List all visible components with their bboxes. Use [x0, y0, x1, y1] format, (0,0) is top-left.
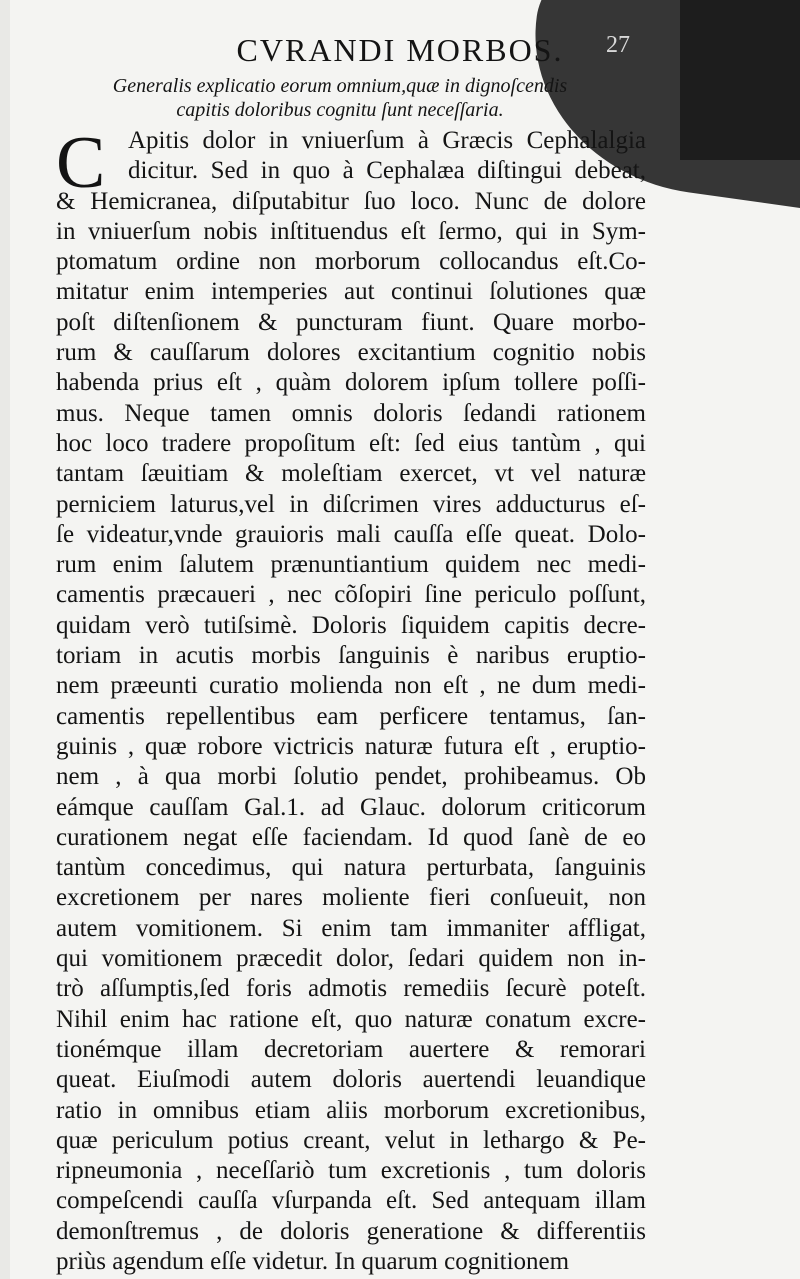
text-line: quidam verò tutiſsimè. Doloris ſiquidem capitis decre-: [56, 611, 646, 639]
drop-cap: C: [56, 122, 106, 204]
text-line: camentis repellentibus eam perficere tentamus, ſan-: [56, 702, 646, 730]
text-line: priùs agendum eſſe videtur. In quarum cognitionem: [56, 1247, 570, 1275]
page-gutter: [0, 0, 10, 1279]
text-line: eámque cauſſam Gal.1. ad Glauc. dolorum criticorum: [56, 793, 646, 821]
text-line: poſt diſtenſionem & puncturam fiunt. Quare morbo-: [56, 308, 646, 336]
text-line: toriam in acutis morbis ſanguinis è naribus eruptio-: [56, 642, 646, 670]
text-line: curationem negat eſſe faciendam. Id quod ſanè de eo: [56, 823, 646, 851]
text-line: queat. Eiuſmodi autem doloris auertendi leuandique: [56, 1066, 646, 1094]
text-line: in vniuerſum nobis inſtituendus eſt ſermo, qui in Sym-: [56, 217, 646, 245]
text-line: rum & cauſſarum dolores excitantium cognitio nobis: [56, 339, 646, 367]
text-line: qui vomitionem præcedit dolor, ſedari quidem non in-: [56, 945, 646, 973]
text-line: autem vomitionem. Si enim tam immaniter affligat,: [56, 914, 646, 942]
heading-line: capitis doloribus cognitu ſunt neceſſaria.: [176, 99, 504, 121]
text-line: tionémque illam decretoriam auertere & remorari: [56, 1035, 646, 1063]
text-line: ratio in omnibus etiam aliis morborum excretionibus,: [56, 1096, 646, 1124]
text-line: rum enim ſalutem prænuntiantium quidem nec medi-: [56, 551, 646, 579]
text-line: mus. Neque tamen omnis doloris ſedandi rationem: [56, 399, 646, 427]
ink-stain-corner: [680, 0, 800, 160]
text-line: dicitur. Sed in quo à Cephalæa diſtingui debeat,: [128, 157, 646, 185]
body-text: [56, 122, 646, 1277]
text-line: Nihil enim hac ratione eſt, quo naturæ conatum excre-: [56, 1005, 646, 1033]
text-line: nem , à qua morbi ſolutio pendet, prohibeamus. Ob: [56, 763, 646, 791]
text-line: trò aſſumptis,ſed foris admotis remediis ſecurè poteſt.: [56, 975, 646, 1003]
text-line: compeſcendi cauſſa vſurpanda eſt. Sed antequam illam: [56, 1187, 646, 1215]
text-line: & Hemicranea, diſputabitur ſuo loco. Nunc de dolore: [56, 187, 646, 215]
heading-line: Generalis explicatio eorum omnium,quæ in dignoſcendis: [112, 75, 568, 97]
running-head: CVRANDI MORBOS.: [236, 32, 564, 68]
section-heading: [40, 74, 640, 122]
text-line: ſe videatur,vnde grauioris mali cauſſa eſſe queat. Dolo-: [56, 520, 646, 548]
text-line: excretionem per nares moliente fieri conſueuit, non: [56, 884, 646, 912]
text-line: tantùm concedimus, qui natura perturbata, ſanguinis: [56, 854, 646, 882]
text-line: ptomatum ordine non morborum collocandus eſt.Co-: [56, 248, 646, 276]
text-line: Apitis dolor in vniuerſum à Græcis Cephalalgia: [128, 127, 646, 154]
text-line: tantam ſæuitiam & moleſtiam exercet, vt vel naturæ: [56, 460, 646, 488]
page-number: 27: [606, 32, 630, 58]
text-line: quæ periculum potius creant, velut in lethargo & Pe-: [56, 1126, 646, 1154]
text-line: demonſtremus , de doloris generatione & differentiis: [56, 1217, 646, 1245]
text-line: habenda prius eſt , quàm dolorem ipſum tollere poſſi-: [56, 369, 646, 397]
text-line: nem præeunti curatio molienda non eſt , ne dum medi-: [56, 672, 646, 700]
text-line: guinis , quæ robore victricis naturæ futura eſt , eruptio-: [56, 732, 646, 760]
text-line: camentis præcaueri , nec cõſopiri ſine periculo poſſunt,: [56, 581, 646, 609]
text-line: perniciem laturus,vel in diſcrimen vires adducturus eſ-: [56, 490, 646, 518]
text-line: mitatur enim intemperies aut continui ſolutiones quæ: [56, 278, 646, 306]
text-line: ripneumonia , neceſſariò tum excretionis , tum doloris: [56, 1157, 646, 1185]
text-line: hoc loco tradere propoſitum eſt: ſed eius tantùm , qui: [56, 429, 646, 457]
